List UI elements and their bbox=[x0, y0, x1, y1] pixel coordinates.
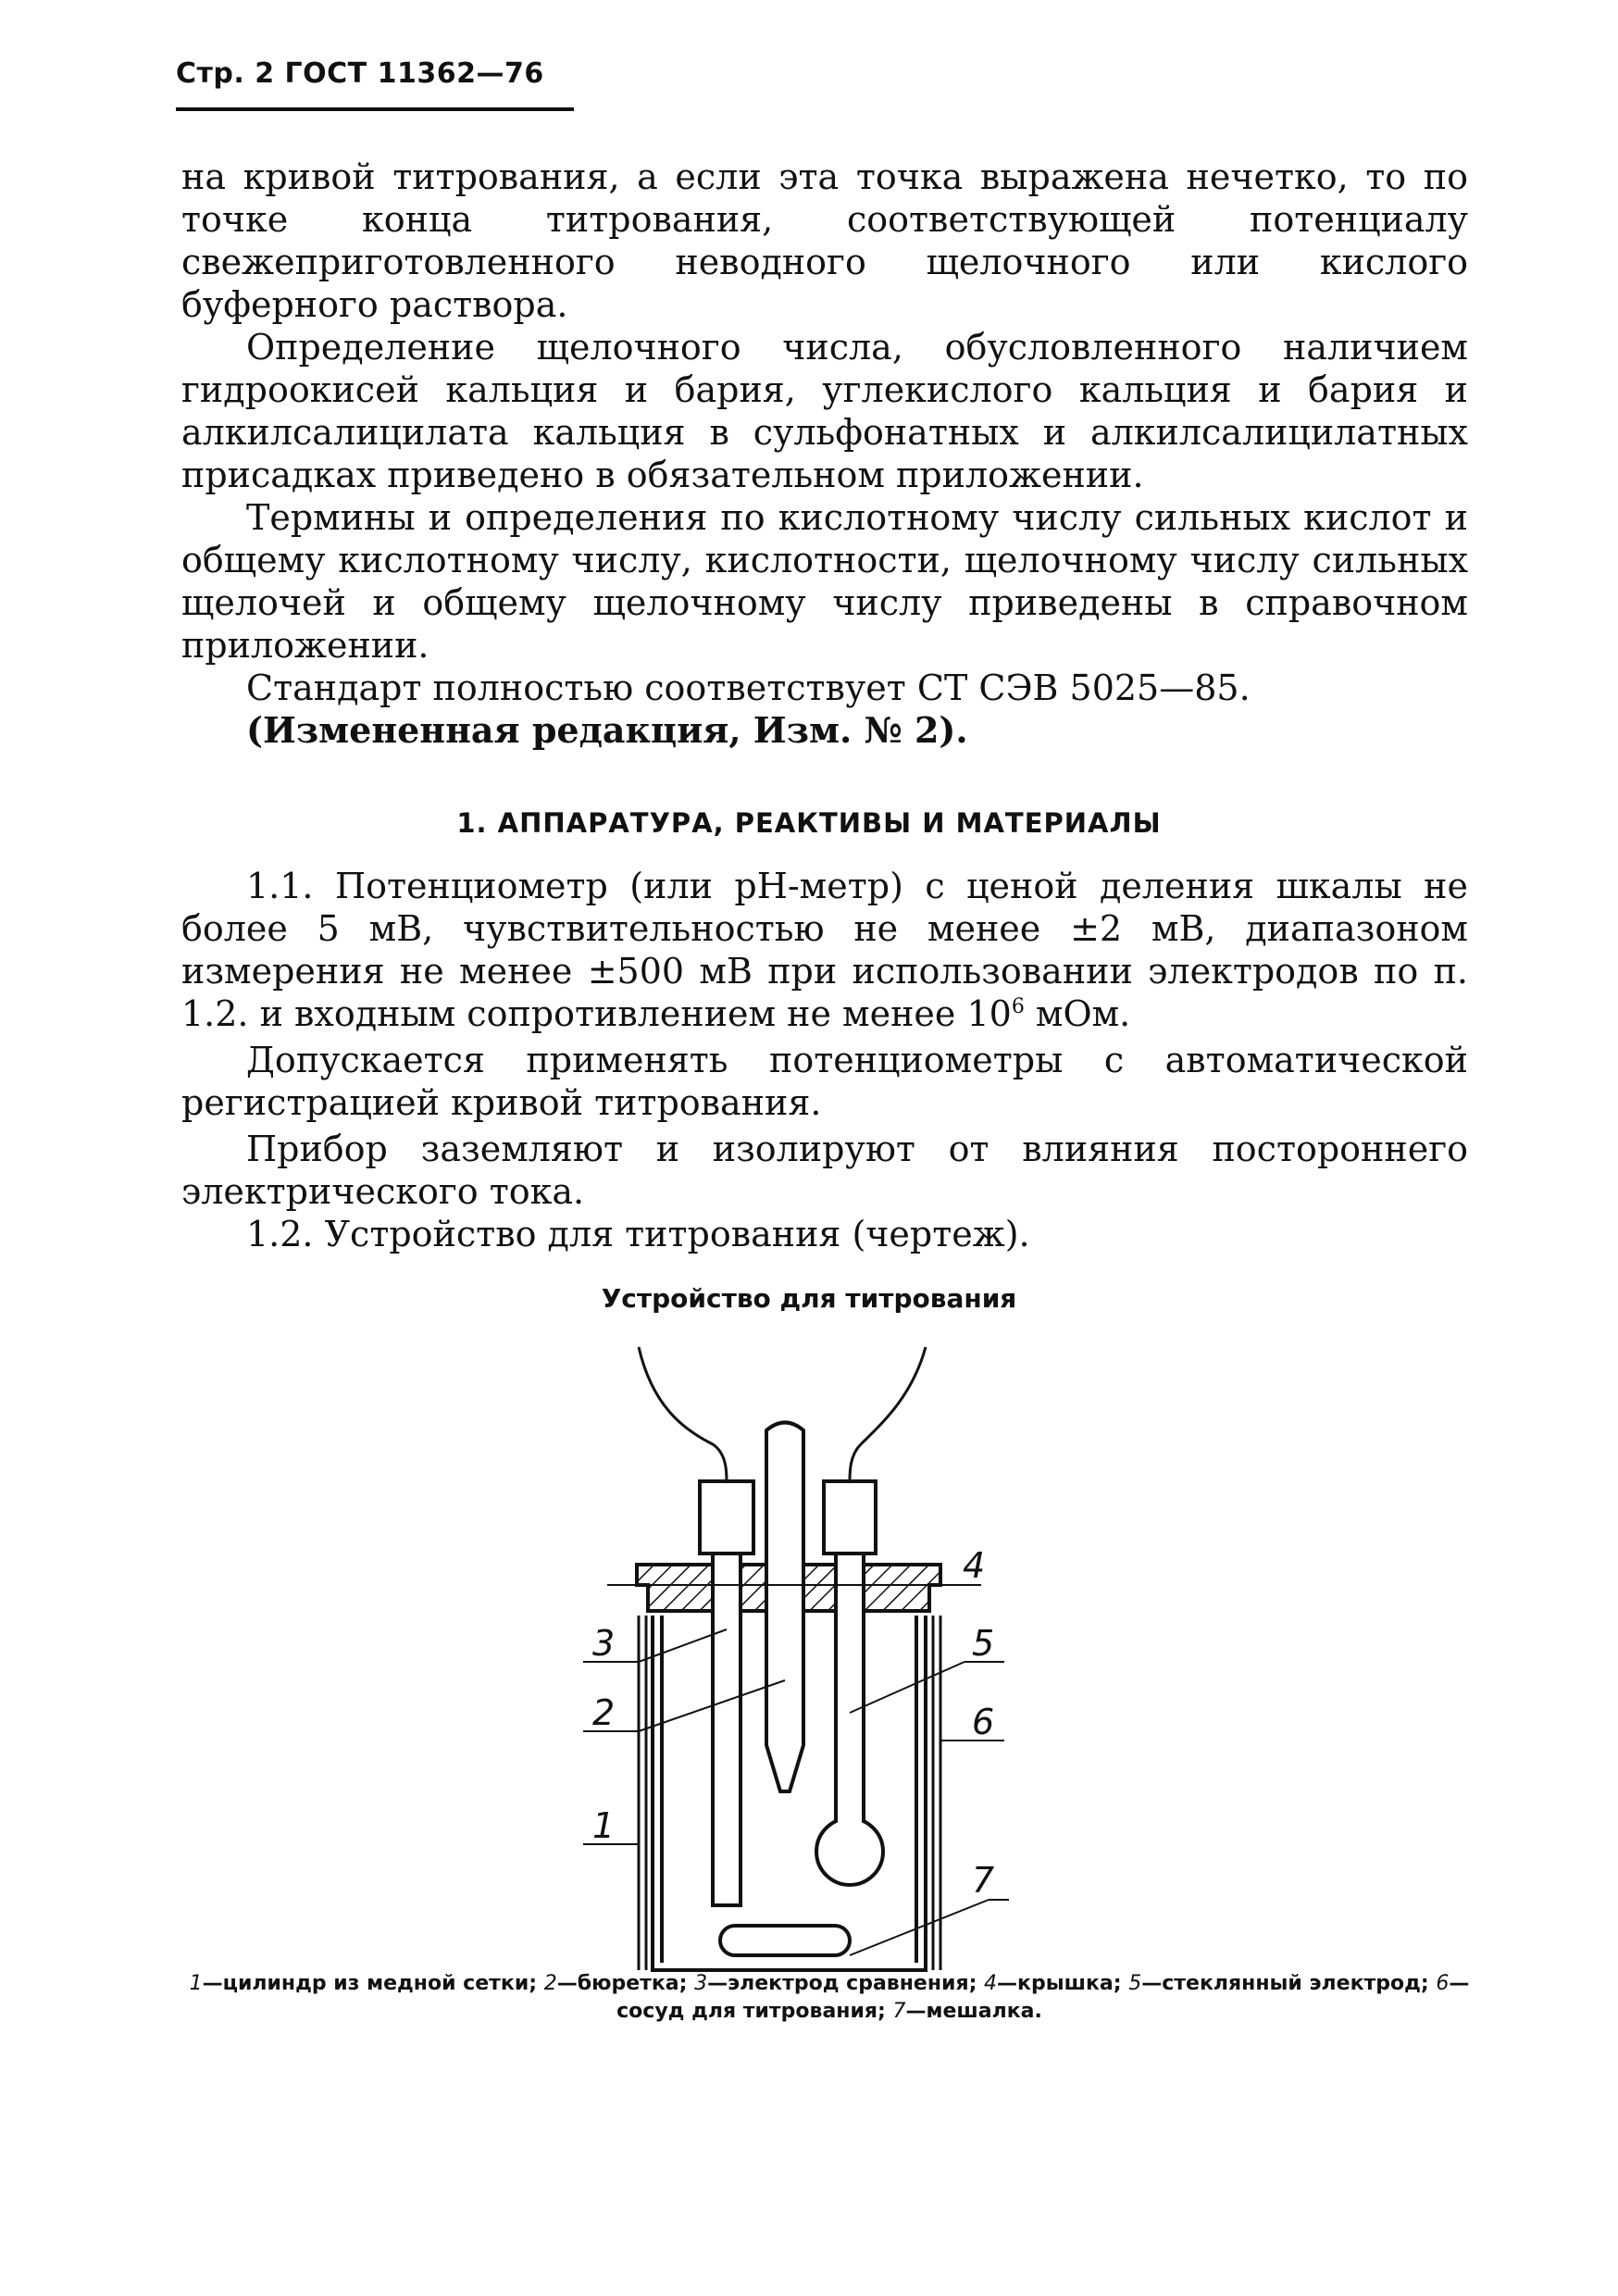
clause-1-1-unit: мОм. bbox=[1024, 993, 1131, 1034]
callout-3: 3 bbox=[592, 1623, 616, 1664]
caption-5-text: —стеклянный электрод; bbox=[1141, 1972, 1437, 1995]
wire-left bbox=[639, 1347, 727, 1481]
callout-7: 7 bbox=[972, 1860, 995, 1901]
stirrer bbox=[720, 1926, 850, 1955]
callout-2: 2 bbox=[592, 1692, 616, 1733]
caption-4-num: 4 bbox=[984, 1972, 998, 1995]
caption-3-num: 3 bbox=[694, 1972, 708, 1995]
caption-2-text: —бюретка; bbox=[556, 1972, 695, 1995]
caption-6-num: 6 bbox=[1436, 1972, 1450, 1995]
paragraph-terms: Термины и определения по кислотному числу сильных кислот и общему кислотному числу, кислотности, щелочному числу сильных щелочей и общему щелочному числу приведены в справочном приложении. bbox=[181, 497, 1468, 666]
caption-6-text: —сосуд для титрования; bbox=[616, 1972, 1470, 2023]
paragraph-alkaline-number: Определение щелочного числа, обусловленного наличием гидроокисей кальция и бария, углекислого кальция и бария и алкилсалицилата кальция в сульфонатных и алкилсалицилатных присадках приведено в обязательном приложении. bbox=[181, 327, 1468, 495]
section-title: 1. АППАРАТУРА, РЕАКТИВЫ И МАТЕРИАЛЫ bbox=[456, 807, 1162, 839]
caption-3-text: —электрод сравнения; bbox=[707, 1972, 985, 1995]
caption-5-num: 5 bbox=[1128, 1972, 1142, 1995]
burette bbox=[766, 1423, 803, 1792]
figure-caption bbox=[181, 1970, 1477, 2026]
clause-1-2: 1.2. Устройство для титрования (чертеж). bbox=[246, 1214, 1030, 1254]
callout-5: 5 bbox=[972, 1623, 995, 1664]
clause-1-1-text: 1.1. Потенциометр (или pH-метр) с ценой деления шкалы не более 5 мВ, чувствительностью не менее ±2 мВ, диапазоном измерения не менее ±500 мВ при использовании электродов по п. 1.2. и входным сопротивлением не менее 10 bbox=[181, 866, 1468, 1034]
paragraph-continuation: на кривой титрования, а если эта точка выражена нечетко, то по точке конца титрования, соответствующей потенциалу свежеприготовленного неводного щелочного или кислого буферного раствора. bbox=[181, 156, 1468, 325]
caption-7-text: —мешалка. bbox=[905, 2000, 1042, 2023]
figure-title: Устройство для титрования bbox=[601, 1283, 1017, 1314]
caption-1-num: 1 bbox=[189, 1972, 203, 1995]
wire-right bbox=[850, 1347, 926, 1481]
caption-1-text: —цилиндр из медной сетки; bbox=[202, 1972, 544, 1995]
callout-6: 6 bbox=[972, 1702, 995, 1742]
clause-1-1-grounding: Прибор заземляют и изолируют от влияния постороннего электрического тока. bbox=[181, 1129, 1468, 1212]
caption-4-text: —крышка; bbox=[997, 1972, 1129, 1995]
paragraph-amendment: (Измененная редакция, Изм. № 2). bbox=[246, 709, 968, 751]
paragraph-standard-compliance: Стандарт полностью соответствует СТ СЭВ 5025—85. bbox=[246, 668, 1251, 708]
callout-1: 1 bbox=[592, 1805, 616, 1846]
running-head: Стр. 2 ГОСТ 11362—76 bbox=[176, 57, 544, 90]
caption-2-num: 2 bbox=[543, 1972, 557, 1995]
clause-1-1-exponent: 6 bbox=[1011, 995, 1025, 1018]
callout-4: 4 bbox=[963, 1545, 986, 1586]
glass-electrode bbox=[816, 1481, 883, 1885]
clause-1-1-automatic: Допускается применять потенциометры с автоматической регистрацией кривой титрования. bbox=[181, 1040, 1468, 1123]
caption-7-num: 7 bbox=[892, 2000, 906, 2023]
